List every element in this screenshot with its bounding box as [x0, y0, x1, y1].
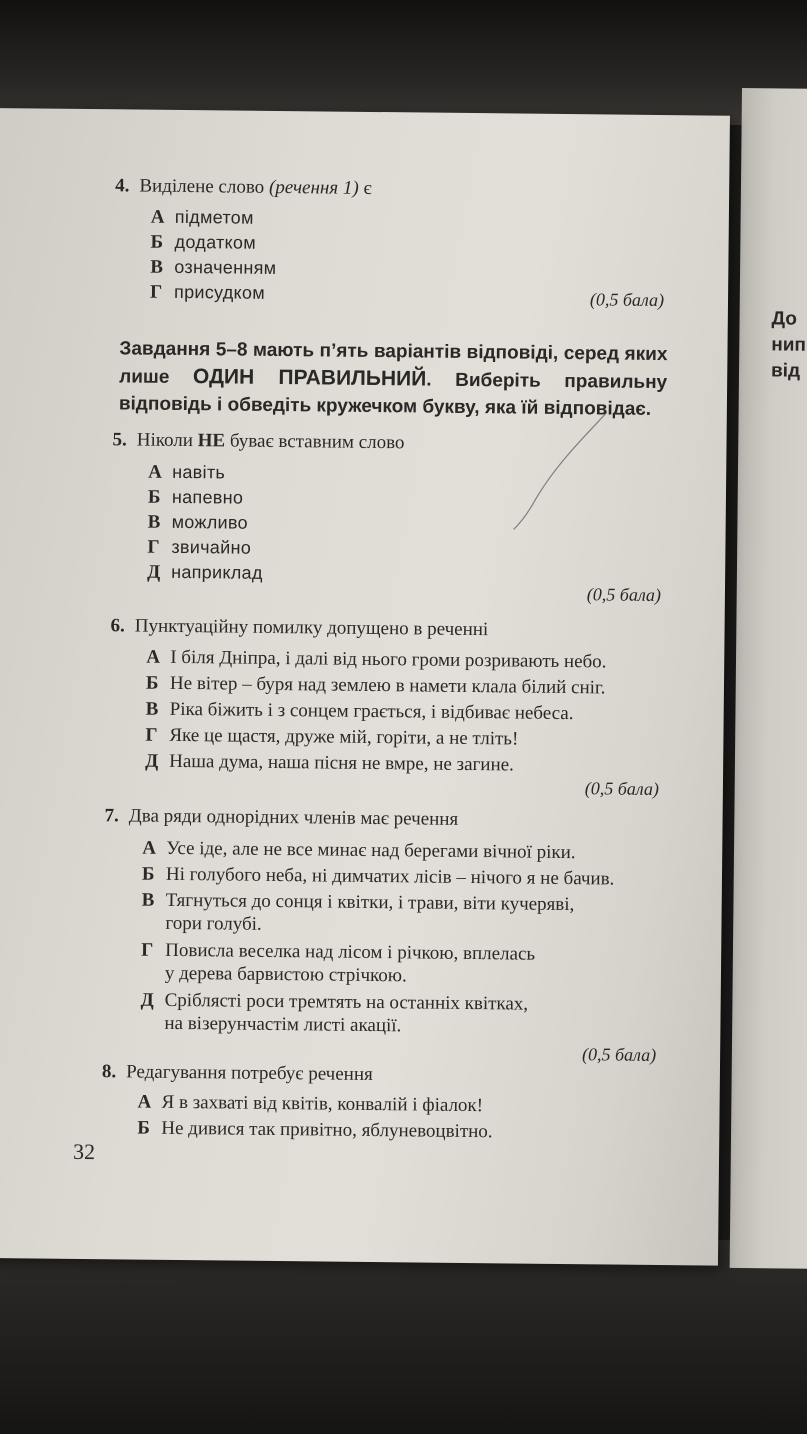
option-letter: В — [145, 698, 159, 720]
option-text: Сріблясті роси тремтять на останніх квітках, — [164, 989, 529, 1015]
option-text: додатком — [174, 231, 257, 253]
option-text: Я в захваті від квітів, конвалій і фіалок! — [161, 1091, 484, 1117]
option-h[interactable] — [147, 537, 251, 560]
option-text: Ні голубого неба, ні димчатих лісів – нічого я не бачив. — [165, 863, 615, 890]
points-label: (0,5 бала) — [586, 584, 662, 606]
question-text: Два ряди однорідних членів має речення — [128, 805, 459, 830]
option-letter: А — [142, 837, 157, 859]
option-text: Не дивися так привітно, яблуневоцвітно. — [161, 1117, 493, 1143]
option-letter: Д — [140, 989, 154, 1011]
option-letter: Г — [145, 724, 158, 746]
question-text-tail: є — [363, 177, 372, 199]
facing-page-fragment: нип — [771, 334, 807, 356]
option-text: присудком — [173, 281, 266, 303]
question-emphasis: (речення 1) — [268, 176, 359, 199]
option-letter: А — [150, 206, 166, 228]
option-continuation: на візерунчастім листі акації. — [164, 1012, 402, 1037]
option-text: звичайно — [171, 536, 252, 558]
option-b[interactable] — [142, 864, 615, 891]
option-h[interactable] — [141, 940, 535, 966]
option-text: І біля Дніпра, і далі від нього громи розривають небо. — [170, 646, 607, 673]
option-text: напевно — [171, 486, 244, 508]
option-a[interactable] — [151, 207, 254, 230]
option-b[interactable] — [150, 232, 256, 255]
question-text: Пунктуаційну помилку допущено в реченні — [134, 615, 489, 641]
question-text: Ніколи — [136, 429, 194, 452]
option-text: Ріка біжить і з сонцем грається, і відбиває небеса. — [169, 698, 574, 725]
question-4 — [115, 175, 372, 200]
option-letter: Б — [145, 672, 159, 694]
option-letter: А — [148, 461, 163, 483]
option-text: Не вітер – буря над землею в намети клала білий сніг. — [169, 672, 606, 699]
question-number: 8. — [101, 1061, 117, 1083]
option-letter: Б — [137, 1117, 150, 1139]
option-letter: Б — [150, 231, 164, 253]
question-7 — [104, 805, 458, 831]
option-letter: Г — [141, 939, 154, 961]
question-emphasis: НЕ — [197, 430, 226, 452]
option-h[interactable] — [145, 725, 518, 751]
question-5 — [112, 429, 404, 454]
pencil-mark — [506, 403, 617, 534]
page-number: 32 — [72, 1138, 96, 1165]
option-letter: Д — [147, 561, 161, 583]
option-text: Яке це щастя, друже мій, горіти, а не тліть! — [169, 724, 519, 750]
option-d[interactable] — [145, 751, 514, 777]
option-d[interactable] — [141, 990, 529, 1016]
facing-page-fragment: До — [771, 308, 798, 330]
option-letter: Г — [149, 281, 163, 303]
option-text: можливо — [171, 511, 249, 533]
option-text: навіть — [172, 461, 226, 483]
question-6 — [110, 615, 488, 641]
option-h[interactable] — [150, 282, 265, 305]
instruction-part-1: Завдання 5–8 мають п’ять варіантів відповіді, серед яких лише — [119, 338, 668, 389]
question-number: 7. — [104, 805, 119, 827]
option-v[interactable] — [142, 890, 575, 917]
option-a[interactable] — [142, 838, 576, 865]
page-content — [0, 108, 730, 1266]
option-text: підметом — [174, 206, 254, 228]
question-number: 6. — [110, 615, 125, 637]
option-text: Наша дума, наша пісня не вмре, не загине. — [169, 750, 514, 776]
option-b[interactable] — [137, 1118, 493, 1144]
points-label: (0,5 бала) — [581, 1044, 657, 1065]
instruction-part-2: . Виберіть правильну відповідь і обведіть кружечком букву, яка їй відповідає. — [118, 369, 668, 420]
option-letter: В — [141, 889, 155, 911]
workbook-page — [0, 108, 730, 1266]
option-a[interactable] — [148, 462, 225, 485]
option-v[interactable] — [150, 257, 276, 280]
option-text: означенням — [174, 256, 277, 278]
option-b[interactable] — [146, 673, 606, 700]
option-text: Усе іде, але не все минає над берегами вічної ріки. — [166, 837, 576, 864]
facing-page-fragment: від — [770, 360, 801, 382]
option-a[interactable] — [146, 647, 606, 674]
option-letter: А — [137, 1091, 152, 1113]
question-text: Редагування потребує речення — [126, 1061, 373, 1086]
option-letter: А — [146, 646, 161, 668]
facing-page — [730, 88, 807, 1269]
option-a[interactable] — [137, 1092, 483, 1118]
option-v[interactable] — [146, 699, 574, 725]
question-number: 4. — [115, 175, 130, 197]
option-b[interactable] — [148, 487, 244, 510]
instruction-emphasis: ОДИН ПРАВИЛЬНИЙ — [192, 365, 427, 391]
option-letter: В — [150, 256, 164, 278]
option-continuation: гори голубі. — [165, 912, 262, 935]
option-text: Повисла веселка над лісом і річкою, вплелась — [165, 939, 536, 965]
question-number: 5. — [112, 429, 127, 451]
option-letter: Г — [147, 536, 160, 558]
option-letter: Д — [145, 750, 159, 772]
option-text: Тягнуться до сонця і квітки, і трави, віти кучеряві, — [165, 889, 575, 916]
points-label: (0,5 бала) — [584, 778, 660, 799]
option-continuation: у дерева барвистою стрічкою. — [164, 962, 407, 987]
option-v[interactable] — [148, 512, 248, 535]
table-surface-bottom — [0, 1240, 807, 1434]
option-d[interactable] — [147, 562, 263, 585]
option-letter: Б — [147, 486, 161, 508]
question-text-tail: буває вставним слово — [229, 430, 405, 454]
option-letter: Б — [141, 863, 155, 885]
table-surface-top — [0, 0, 807, 125]
option-text: наприклад — [171, 561, 263, 583]
points-label: (0,5 бала) — [589, 289, 665, 311]
question-8 — [102, 1061, 373, 1086]
option-letter: В — [147, 511, 161, 533]
question-text: Виділене слово — [139, 175, 265, 198]
